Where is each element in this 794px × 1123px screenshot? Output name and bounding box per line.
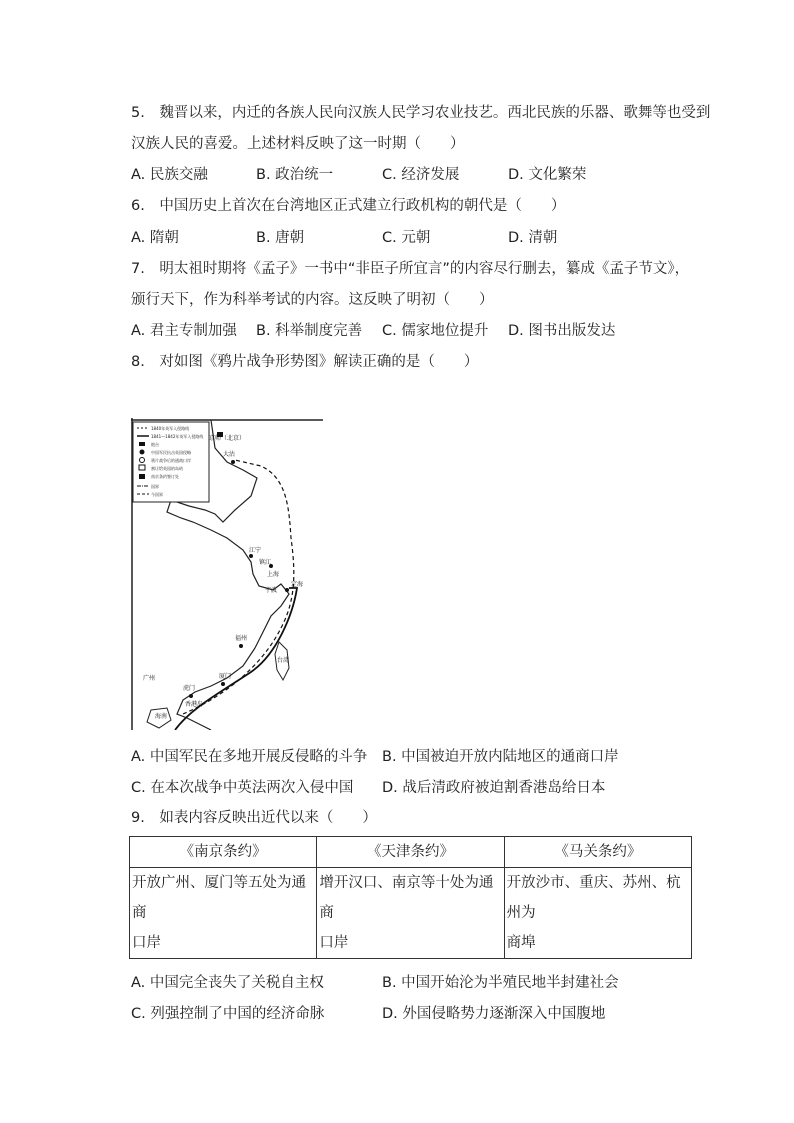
table-header-cell: 《南京条约》: [130, 837, 317, 868]
legend-item: 鸦片战争后的通商口岸: [151, 458, 191, 463]
table-cell: [504, 868, 691, 959]
q6-option-b[interactable]: B. 唐朝: [256, 230, 305, 246]
legend-item: 炮台: [151, 442, 159, 447]
q6-option-c[interactable]: C. 元朝: [382, 230, 431, 246]
q6-option-a[interactable]: A. 隋朝: [131, 230, 179, 246]
q5-option-b[interactable]: B. 政治统一: [256, 167, 334, 183]
q6-option-d[interactable]: D. 清朝: [508, 230, 558, 246]
table-row: [130, 868, 692, 959]
legend-item: 今国界: [151, 492, 163, 497]
map-label-hainan: 海南: [155, 713, 168, 720]
legend-item: 1841—1842年英军入侵路线: [151, 434, 204, 439]
map-label-beijing: 京师（北京）: [209, 435, 246, 442]
map-label-dagu: 大沽: [223, 451, 236, 458]
table-cell-line: 开放沙市、重庆、苏州、杭州为: [506, 875, 681, 921]
q9-option-d[interactable]: D. 外国侵略势力逐渐深入中国腹地: [382, 1006, 606, 1022]
map-label-hongkong: 香港岛: [185, 701, 204, 708]
table-cell: [130, 868, 317, 959]
q8-option-b[interactable]: B. 中国被迫开放内陆地区的通商口岸: [382, 749, 619, 765]
legend-item: 1840年英军入侵路线: [151, 426, 190, 431]
map-label-xiamen: 厦门: [219, 673, 232, 680]
q8-option-a[interactable]: A. 中国军民在多地开展反侵略的斗争: [131, 749, 368, 765]
q5-option-d[interactable]: D. 文化繁荣: [508, 167, 587, 183]
q7-option-c[interactable]: C. 儒家地位提升: [382, 323, 489, 339]
map-label-shanghai: 上海: [267, 571, 280, 578]
table-cell: [317, 868, 504, 959]
q7-option-b[interactable]: B. 科举制度完善: [256, 323, 363, 339]
q9-option-c[interactable]: C. 列强控制了中国的经济命脉: [131, 1006, 325, 1022]
map-label-guangzhou: 广州: [143, 675, 156, 682]
q8-stem: 8. 对如图《鸦片战争形势图》解读正确的是（ ）: [131, 354, 479, 370]
map-label-ningbo: 宁波: [265, 587, 278, 594]
map-label-zhenjiang: 镇江: [259, 559, 272, 566]
opium-war-map: [131, 418, 323, 730]
map-label-jiangning: 江宁: [249, 547, 262, 554]
legend-item: 国界: [151, 484, 159, 489]
q7-option-d[interactable]: D. 图书出版发达: [508, 323, 616, 339]
q7-stem-line-1: 7. 明太祖时期将《孟子》一书中“非臣子所宜言”的内容尽行删去，纂成《孟子节文》，: [131, 261, 690, 277]
table-cell-line: 商埠: [506, 935, 536, 951]
map-label-humen: 虎门: [183, 685, 196, 692]
legend-item: 割让给英国的岛屿: [151, 466, 183, 471]
table-header-row: [130, 837, 692, 868]
q5-stem-line-1: 5. 魏晋以来，内迁的各族人民向汉族人民学习农业技艺。西北民族的乐器、歌舞等也受到: [131, 105, 711, 121]
q8-option-d[interactable]: D. 战后清政府被迫割香港岛给日本: [382, 780, 606, 796]
table-cell-line: 增开汉口、南京等十处为通商: [319, 875, 494, 921]
map-label-taiwan: 台湾: [277, 657, 290, 664]
map-label-dinghai: 定海: [291, 581, 304, 588]
q9-option-a[interactable]: A. 中国完全丧失了关税自主权: [131, 975, 324, 991]
q5-option-a[interactable]: A. 民族交融: [131, 167, 208, 183]
q7-stem-line-2: 颁行天下，作为科举考试的内容。这反映了明初（ ）: [131, 292, 494, 308]
q5-option-c[interactable]: C. 经济发展: [382, 167, 460, 183]
table-cell-line: 口岸: [319, 935, 349, 951]
q5-stem-line-2: 汉族人民的喜爱。上述材料反映了这一时期（ ）: [131, 136, 465, 152]
table-cell-line: 开放广州、厦门等五处为通商: [132, 875, 306, 921]
legend-item: 南京条约签订处: [151, 474, 179, 479]
q9-stem: 9. 如表内容反映出近代以来（ ）: [131, 810, 377, 826]
table-header-cell: 《马关条约》: [504, 837, 691, 868]
q9-option-b[interactable]: B. 中国开始沦为半殖民地半封建社会: [382, 975, 619, 991]
legend-item: 中国军民抗击英国侵略: [151, 450, 191, 455]
q7-option-a[interactable]: A. 君主专制加强: [131, 323, 237, 339]
table-header-cell: 《天津条约》: [317, 837, 504, 868]
map-label-fuzhou: 福州: [235, 635, 248, 642]
q8-option-c[interactable]: C. 在本次战争中英法两次入侵中国: [131, 780, 354, 796]
q6-stem: 6. 中国历史上首次在台湾地区正式建立行政机构的朝代是（ ）: [131, 198, 566, 214]
treaty-table: [129, 836, 692, 959]
table-cell-line: 口岸: [132, 935, 161, 951]
